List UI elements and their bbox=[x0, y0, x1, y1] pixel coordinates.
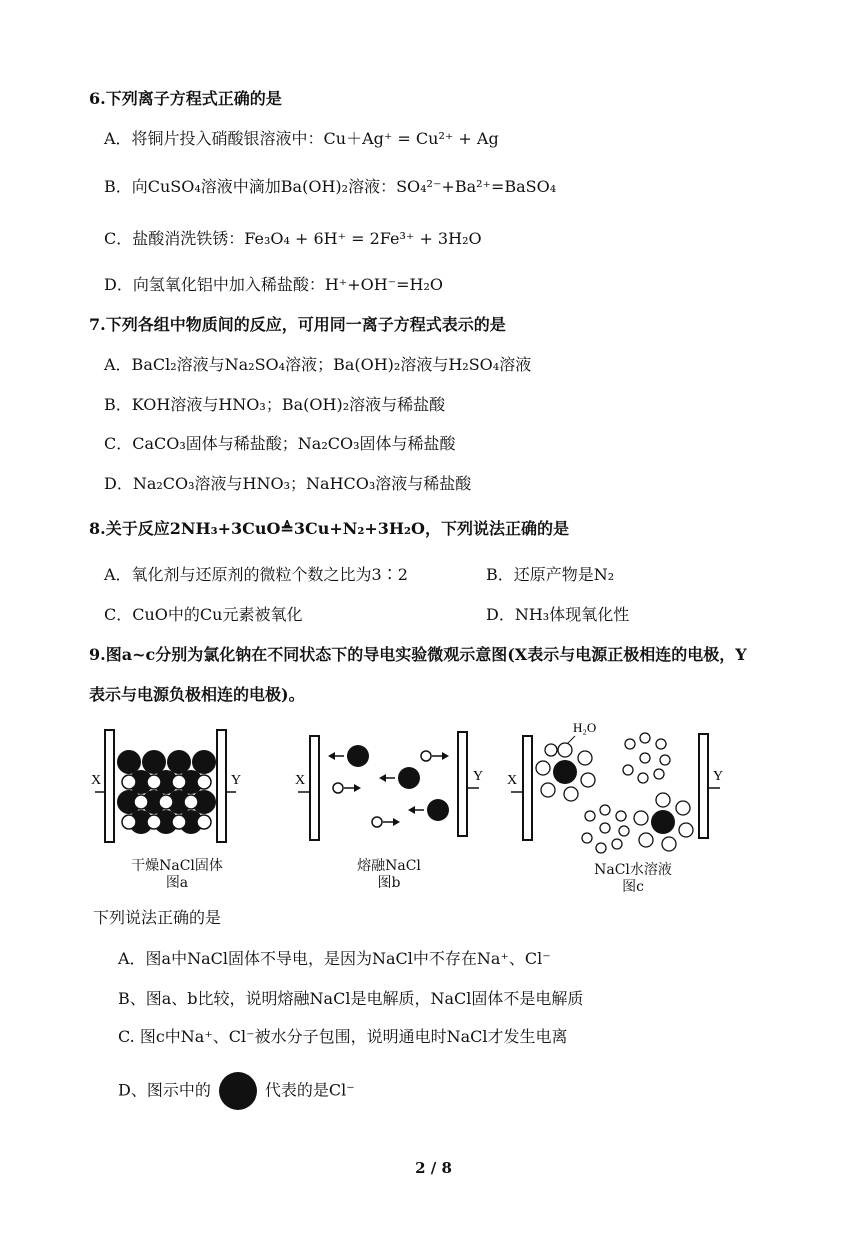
figure-b-caption-line1: 熔融NaCl bbox=[357, 858, 421, 874]
figure-a-diagram bbox=[91, 730, 241, 842]
q9-option-b: B、图a、b比较，说明熔融NaCl是电解质，NaCl固体不是电解质 bbox=[118, 989, 584, 1008]
q9-stem-line2: 表示与电源负极相连的电极)。 bbox=[89, 685, 305, 704]
page-number: 2 / 8 bbox=[415, 1159, 452, 1177]
figure-b-caption-line2: 图b bbox=[377, 875, 401, 891]
q7-option-c: C．CaCO₃固体与稀盐酸；Na₂CO₃固体与稀盐酸 bbox=[104, 434, 456, 453]
figure-c-caption-line1: NaCl水溶液 bbox=[594, 862, 672, 878]
label-y-c: Y bbox=[713, 769, 724, 784]
electrode-y-a bbox=[217, 730, 226, 842]
q8-option-d: D．NH₃体现氧化性 bbox=[486, 605, 630, 624]
label-x-a: X bbox=[91, 773, 102, 788]
electrode-x-b bbox=[310, 736, 319, 840]
q6-option-b: B．向CuSO₄溶液中滴加Ba(OH)₂溶液：SO₄²⁻+Ba²⁺=BaSO₄ bbox=[104, 177, 557, 196]
water-label: H₂O bbox=[573, 720, 597, 735]
q9-option-a: A．图a中NaCl固体不导电，是因为NaCl中不存在Na⁺、Cl⁻ bbox=[118, 949, 551, 968]
nacl-conduction-figure bbox=[85, 718, 765, 898]
figure-a-caption-line1: 干燥NaCl固体 bbox=[131, 858, 223, 874]
figure-b-caption bbox=[319, 858, 459, 892]
electrode-y-b bbox=[458, 732, 467, 836]
q8-option-c: C．CuO中的Cu元素被氧化 bbox=[104, 605, 303, 624]
q8-option-b: B．还原产物是N₂ bbox=[486, 565, 615, 584]
q8-option-a: A．氧化剂与还原剂的微粒个数之比为3∶2 bbox=[104, 565, 408, 584]
q7-option-a: A．BaCl₂溶液与Na₂SO₄溶液；Ba(OH)₂溶液与H₂SO₄溶液 bbox=[104, 355, 532, 374]
electrode-x-a bbox=[105, 730, 114, 842]
q9-option-d-suffix: 代表的是Cl⁻ bbox=[264, 1080, 355, 1100]
label-x-c: X bbox=[507, 773, 518, 788]
q9-option-d bbox=[118, 1072, 355, 1110]
q7-option-d: D．Na₂CO₃溶液与HNO₃；NaHCO₃溶液与稀盐酸 bbox=[104, 474, 472, 493]
figure-c-caption-line2: 图c bbox=[622, 879, 644, 895]
q7-option-b: B．KOH溶液与HNO₃；Ba(OH)₂溶液与稀盐酸 bbox=[104, 395, 446, 414]
q8-stem: 8.关于反应2NH₃+3CuO≜3Cu+N₂+3H₂O，下列说法正确的是 bbox=[89, 519, 569, 538]
black-ion-icon bbox=[219, 1072, 257, 1110]
label-y-b: Y bbox=[473, 769, 484, 784]
q9-stem-line1: 9.图a~c分别为氯化钠在不同状态下的导电实验微观示意图(X表示与电源正极相连的电极，Y bbox=[89, 645, 747, 664]
figure-a-caption bbox=[107, 858, 247, 892]
figure-b-diagram bbox=[295, 732, 483, 840]
q9-option-c: C. 图c中Na⁺、Cl⁻被水分子包围，说明通电时NaCl才发生电离 bbox=[118, 1027, 568, 1046]
q6-option-a: A．将铜片投入硝酸银溶液中：Cu＋Ag⁺ = Cu²⁺ + Ag bbox=[104, 129, 499, 148]
figure-a-caption-line2: 图a bbox=[165, 875, 189, 891]
q9-option-d-prefix: D、图示中的 bbox=[118, 1080, 211, 1100]
q6-stem: 6.下列离子方程式正确的是 bbox=[89, 89, 282, 108]
q9-prompt: 下列说法正确的是 bbox=[93, 908, 222, 927]
q7-stem: 7.下列各组中物质间的反应，可用同一离子方程式表示的是 bbox=[89, 315, 506, 334]
q6-option-d: D．向氢氧化铝中加入稀盐酸：H⁺+OH⁻=H₂O bbox=[104, 275, 444, 294]
electrode-x-c bbox=[523, 736, 532, 840]
figure-c-diagram bbox=[507, 720, 723, 853]
figure-c-caption bbox=[563, 862, 703, 896]
label-x-b: X bbox=[295, 773, 306, 788]
q6-option-c: C．盐酸消洗铁锈：Fe₃O₄ + 6H⁺ = 2Fe³⁺ + 3H₂O bbox=[104, 229, 482, 248]
electrode-y-c bbox=[699, 734, 708, 838]
label-y-a: Y bbox=[231, 773, 242, 788]
